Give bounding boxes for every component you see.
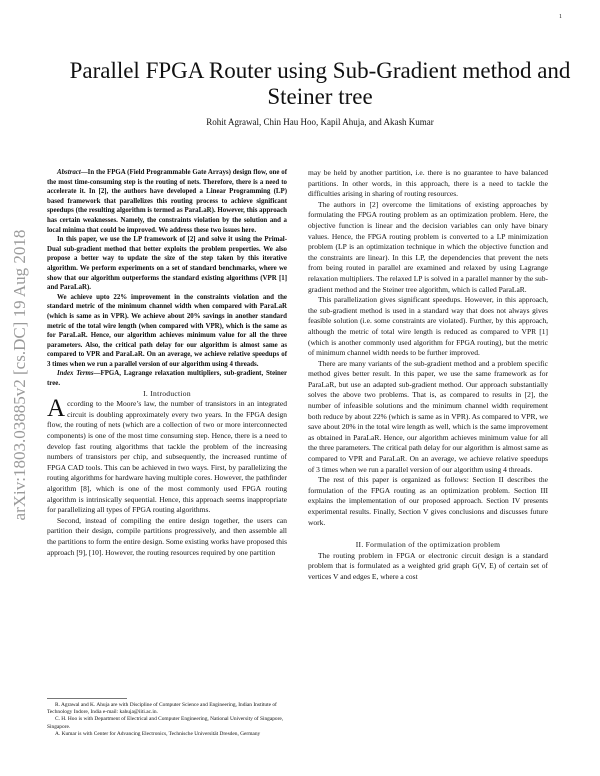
right-paragraph-4: There are many variants of the sub-gradient method and a problem specific method gives better result. In this paper, we use the same framework as for ParaLaR, but use an adapted sub-gradient method. Our approach substantially solves the above two problems. That is, as compared to results in [2], the number of infeasible solutions and the minimum channel width requirement both reduce by about 22% (which is same as in VPR). As compared to VPR, we save about 20% in the total wire length as well, which is the same improvement as obtained in ParaLaR. Hence, our algorithm achieves minimum value for all the three parameters. The critical path delay for our algorithm is almost same as compared to VPR and ParaLaR. On an average, we achieve relative speedups of 3 times when we run a parallel version of our algorithm using 4 threads.: [308, 358, 548, 474]
formulation-paragraph: The routing problem in FPGA or electronic circuit design is a standard problem that is formulated as a weighted grid graph G(V, E) of certain set of vertices V and edges E, where a cost: [308, 550, 548, 581]
abstract-paragraph-2: In this paper, we use the LP framework of [2] and solve it using the Primal-Dual sub-gradient method that better exploits the problem properties. We also propose a better way to update the size of the step taken by this iterative algorithm. We perform experiments on a set of standard benchmarks, where we show that our algorithm outperforms the standard existing algorithms (VPR [1] and ParaLaR).: [47, 236, 287, 292]
right-column: [308, 168, 548, 583]
paper-authors: Rohit Agrawal, Chin Hau Hoo, Kapil Ahuja, and Akash Kumar: [206, 117, 434, 127]
abstract: [47, 168, 287, 369]
index-terms-text: —FPGA, Lagrange relaxation multipliers, sub-gradient, Steiner tree.: [47, 370, 287, 388]
section-heading-formulation: II. Formulation of the optimization problem: [355, 540, 501, 550]
right-paragraph-2: The authors in [2] overcome the limitations of existing approaches by formulating the FPGA routing problem as an optimization problem. Here, the objective function is linear and the decision variables can only have binary values. Hence, the FPGA routing problem is converted to a LP minimization problem (LP is an optimization technique in which the objective function and the constraints are linear). In this LP, the dependencies that prevent the nets from being routed in parallel are examined and relaxed by using Lagrange relaxation multipliers. The relaxed LP is solved in a parallel manner by the sub-gradient method and the Steiner tree algorithm, which is called ParaLaR.: [308, 199, 548, 294]
abstract-label: Abstract: [57, 169, 81, 176]
paper-title: Parallel FPGA Router using Sub-Gradient method and Steiner tree: [69, 58, 571, 109]
drop-cap: A: [47, 395, 66, 423]
right-paragraph-5: The rest of this paper is organized as follows: Section II describes the formulation of the FPGA routing as an optimization problem. Section III explains the implementation of our proposed approach. Section IV presents experimental results. Finally, Section V gives conclusions and discusses future work.: [308, 475, 548, 527]
arxiv-id: arXiv:1803.03885v2 [cs.DC] 19 Aug 2018: [10, 229, 29, 521]
right-paragraph-1: may be held by another partition, i.e. there is no guarantee to have balanced partitions. In other words, in this approach, there is a need to tackle the difficulties arising in sharing of routing resources.: [308, 168, 548, 199]
abstract-paragraph-3: We achieve upto 22% improvement in the constraints violation and the standard metric of the minimum channel width when compared with ParaLaR (which is same as in VPR). We achieve about 20% savings in another standard metric of the total wire length (when compared with VPR), which is the same as for ParaLaR. Hence, our algorithm achieves minimum value for all the three parameters. Also, the critical path delay for our algorithm is almost same as compared to VPR and ParaLaR. On an average, we achieve relative speedups of 3 times when we run a parallel version of our algorithm using 4 threads.: [47, 293, 287, 368]
left-column: [47, 168, 287, 558]
section-heading-introduction: I. Introduction: [143, 388, 191, 398]
footnote-rule: [47, 698, 127, 699]
abstract-paragraph-1: Abstract—In the FPGA (Field Programmable Gate Arrays) design flow, one of the most time-consuming step is the routing of nets. Therefore, there is a need to accelerate it. In [2], the authors have developed a Linear Programming (LP) based framework that parallelizes this routing process to achieve significant speedups (the resulting algorithm is termed as ParaLaR). However, this approach has certain weaknesses. Namely, the constraints violation by the solution and a local minima that could be improved. We address these two issues here.: [47, 169, 287, 234]
footnote-3: A. Kumar is with Center for Advancing Electronics, Technische Universität Dresden, Germany: [55, 730, 261, 737]
arxiv-watermark: [2, 195, 38, 555]
intro-paragraph-1: According to the Moore’s law, the number of transistors in an integrated circuit is doubling approximately every two years. In the FPGA design flow, the routing of nets (which are a collection of two or more interconnected components) is one of the most time consuming step. Hence, there is a need to develop fast routing algorithms that tackle the problem of the increasing numbers of transistors per chip, and subsequently, the increased runtime of FPGA CAD tools. This can be achieved in two ways. First, by parallelizing the routing algorithms for hardware having multiple cores. However, the pathfinder algorithm [8], which is one of the most commonly used FPGA routing algorithm is intrinsically sequential. Hence, this approach seems inappropriate for parallelizing all types of FPGA routing algorithms.: [47, 395, 287, 515]
intro-paragraph-2: Second, instead of compiling the entire design together, the users can partition their design, compile partitions progressively, and then assemble all the partitions to form the entire design. Some existing works have proposed this approach [9], [10]. However, the routing resources required by one partition: [47, 515, 287, 557]
right-paragraph-3: This parallelization gives significant speedups. However, in this approach, the sub-gradient method is used in a standard way that does not always gives feasible solution (i.e. some constraints are violated). Further, by this approach, although the metric of total wire length is reduced as compared to VPR [1] (which is another commonly used algorithm for FPGA routing), but the metric of minimum channel width needs to be further improved.: [308, 295, 548, 358]
footnotes: [47, 702, 287, 738]
page-number: 1: [559, 14, 562, 20]
footnote-2: C. H. Hoo is with Department of Electrical and Computer Engineering, National University of Singapore, Singapore.: [47, 716, 284, 730]
footnote-1: R. Agrawal and K. Ahuja are with Discipline of Computer Science and Engineering, Indian Institute of Technology Indore, India e-mail: kahuja@iiti.ac.in.: [47, 702, 277, 716]
index-terms: [47, 369, 287, 388]
index-terms-label: Index Terms: [57, 370, 94, 378]
